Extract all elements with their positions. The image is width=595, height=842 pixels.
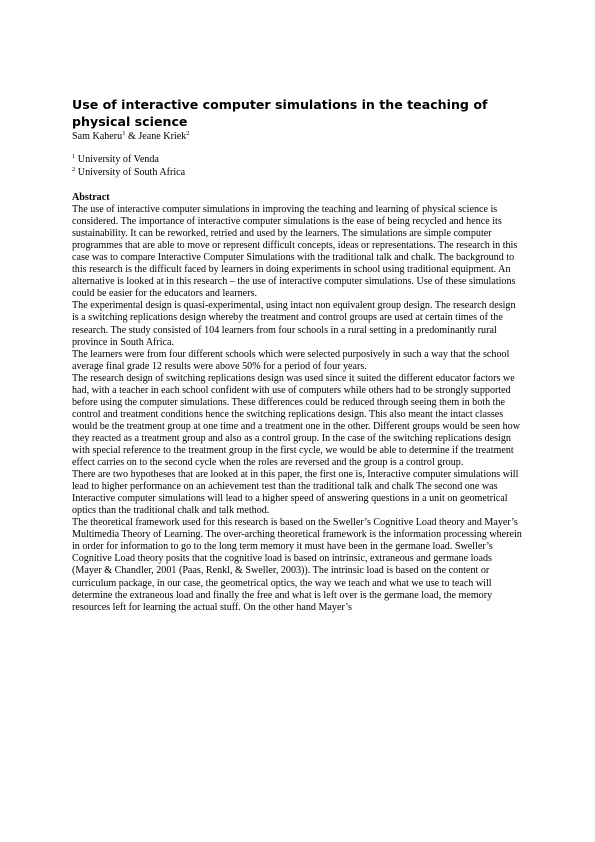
affiliation-mark: 2 [72,165,76,173]
abstract-heading: Abstract [72,192,110,203]
author-line [72,130,524,143]
abstract-paragraph: The learners were from four different schools which were selected purposively in such a way that the school average final grade 12 results were above 50% for a period of four years. [72,348,510,372]
author-affiliation-mark: 1 [122,130,126,137]
page-content [72,96,524,614]
affiliation-item [72,167,524,180]
abstract-paragraph: The use of interactive computer simulations in improving the teaching and learning of physical science is considered. The importance of interactive computer simulations is the ease of being recycled and hence its sustainability. It can be reworked, retried and used by the learners. The simulations are simple computer programmes that are able to move or represent difficult concepts, ideas or representations. The research in this case was to compare Interactive Computer Simulations with the traditional talk and chalk. The background to this research is the difficult faced by learners in doing experiments in school using traditional equipment. An alternative is looked at in this research – the use of interactive computer simulations. Use of these simulations could be easier for the educators and learners. [72,204,518,300]
abstract-paragraph: The research design of switching replications design was used since it suited the different educator factors we had, with a teacher in each school confident with use of computers while others had to be strongly supported before using the computer simulations. These differences could be reduced through seeing them in both the control and treatment conditions hence the switching replications design. This also meant the intact classes would be the treatment group at one time and a treatment one in the other. Different groups would be seen how they reacted as a treatment group and also as a control group. In the case of the switching replications design with special reference to the treatment group in the first cycle, we would be able to determine if the treatment effect carries on to the second cycle when the roles are reversed and the group is a control group. [72,372,521,469]
abstract-paragraph: There are two hypotheses that are looked at in this paper, the first one is, Interactive computer simulations will lead to higher performance on an achievement test than the traditional talk and chalk The second one was Interactive computer simulations will lead to a higher speed of answering questions in a unit on geometrical optics than the traditional chalk and talk method. [72,469,519,517]
affiliation-list [72,154,524,179]
affiliation-item [72,154,524,167]
author-name: Jeane Kriek [138,131,187,142]
paper-title: Use of interactive computer simulations in the teaching of physical science [72,97,488,129]
affiliation-name: University of South Africa [75,166,186,178]
affiliation-mark: 1 [72,153,76,160]
abstract-paragraph: The experimental design is quasi-experimental, using intact non equivalent group design. The research design is a switching replications design whereby the treatment and control groups are used at certain times of the research. The study consisted of 104 learners from four schools in a rural setting in a predominantly rural province in South Africa. [72,300,516,348]
author-separator: & [125,131,139,142]
abstract-paragraph: The theoretical framework used for this research is based on the Sweller’s Cognitive Load theory and Mayer’s Multimedia Theory of Learning. The over-arching theoretical framework is the information processing wherein in order for information to go to the long term memory it must have been in the germane load. Sweller’s Cognitive Load theory posits that the cognitive load is based on intrinsic, extraneous and germane loads (Mayer & Chandler, 2001 (Paas, Renkl, & Sweller, 2003)). The intrinsic load is based on the content or curriculum package, in our case, the geometrical optics, the way we teach and what we use to teach will determine the extraneous load and finally the free and what is left over is the germane load, the memory resources left for learning the actual stuff. On the other hand Mayer’s [72,517,522,613]
author-name: Sam Kaheru [72,131,123,142]
author-affiliation-mark: 2 [186,130,190,137]
affiliation-name: University of Venda [75,154,159,165]
